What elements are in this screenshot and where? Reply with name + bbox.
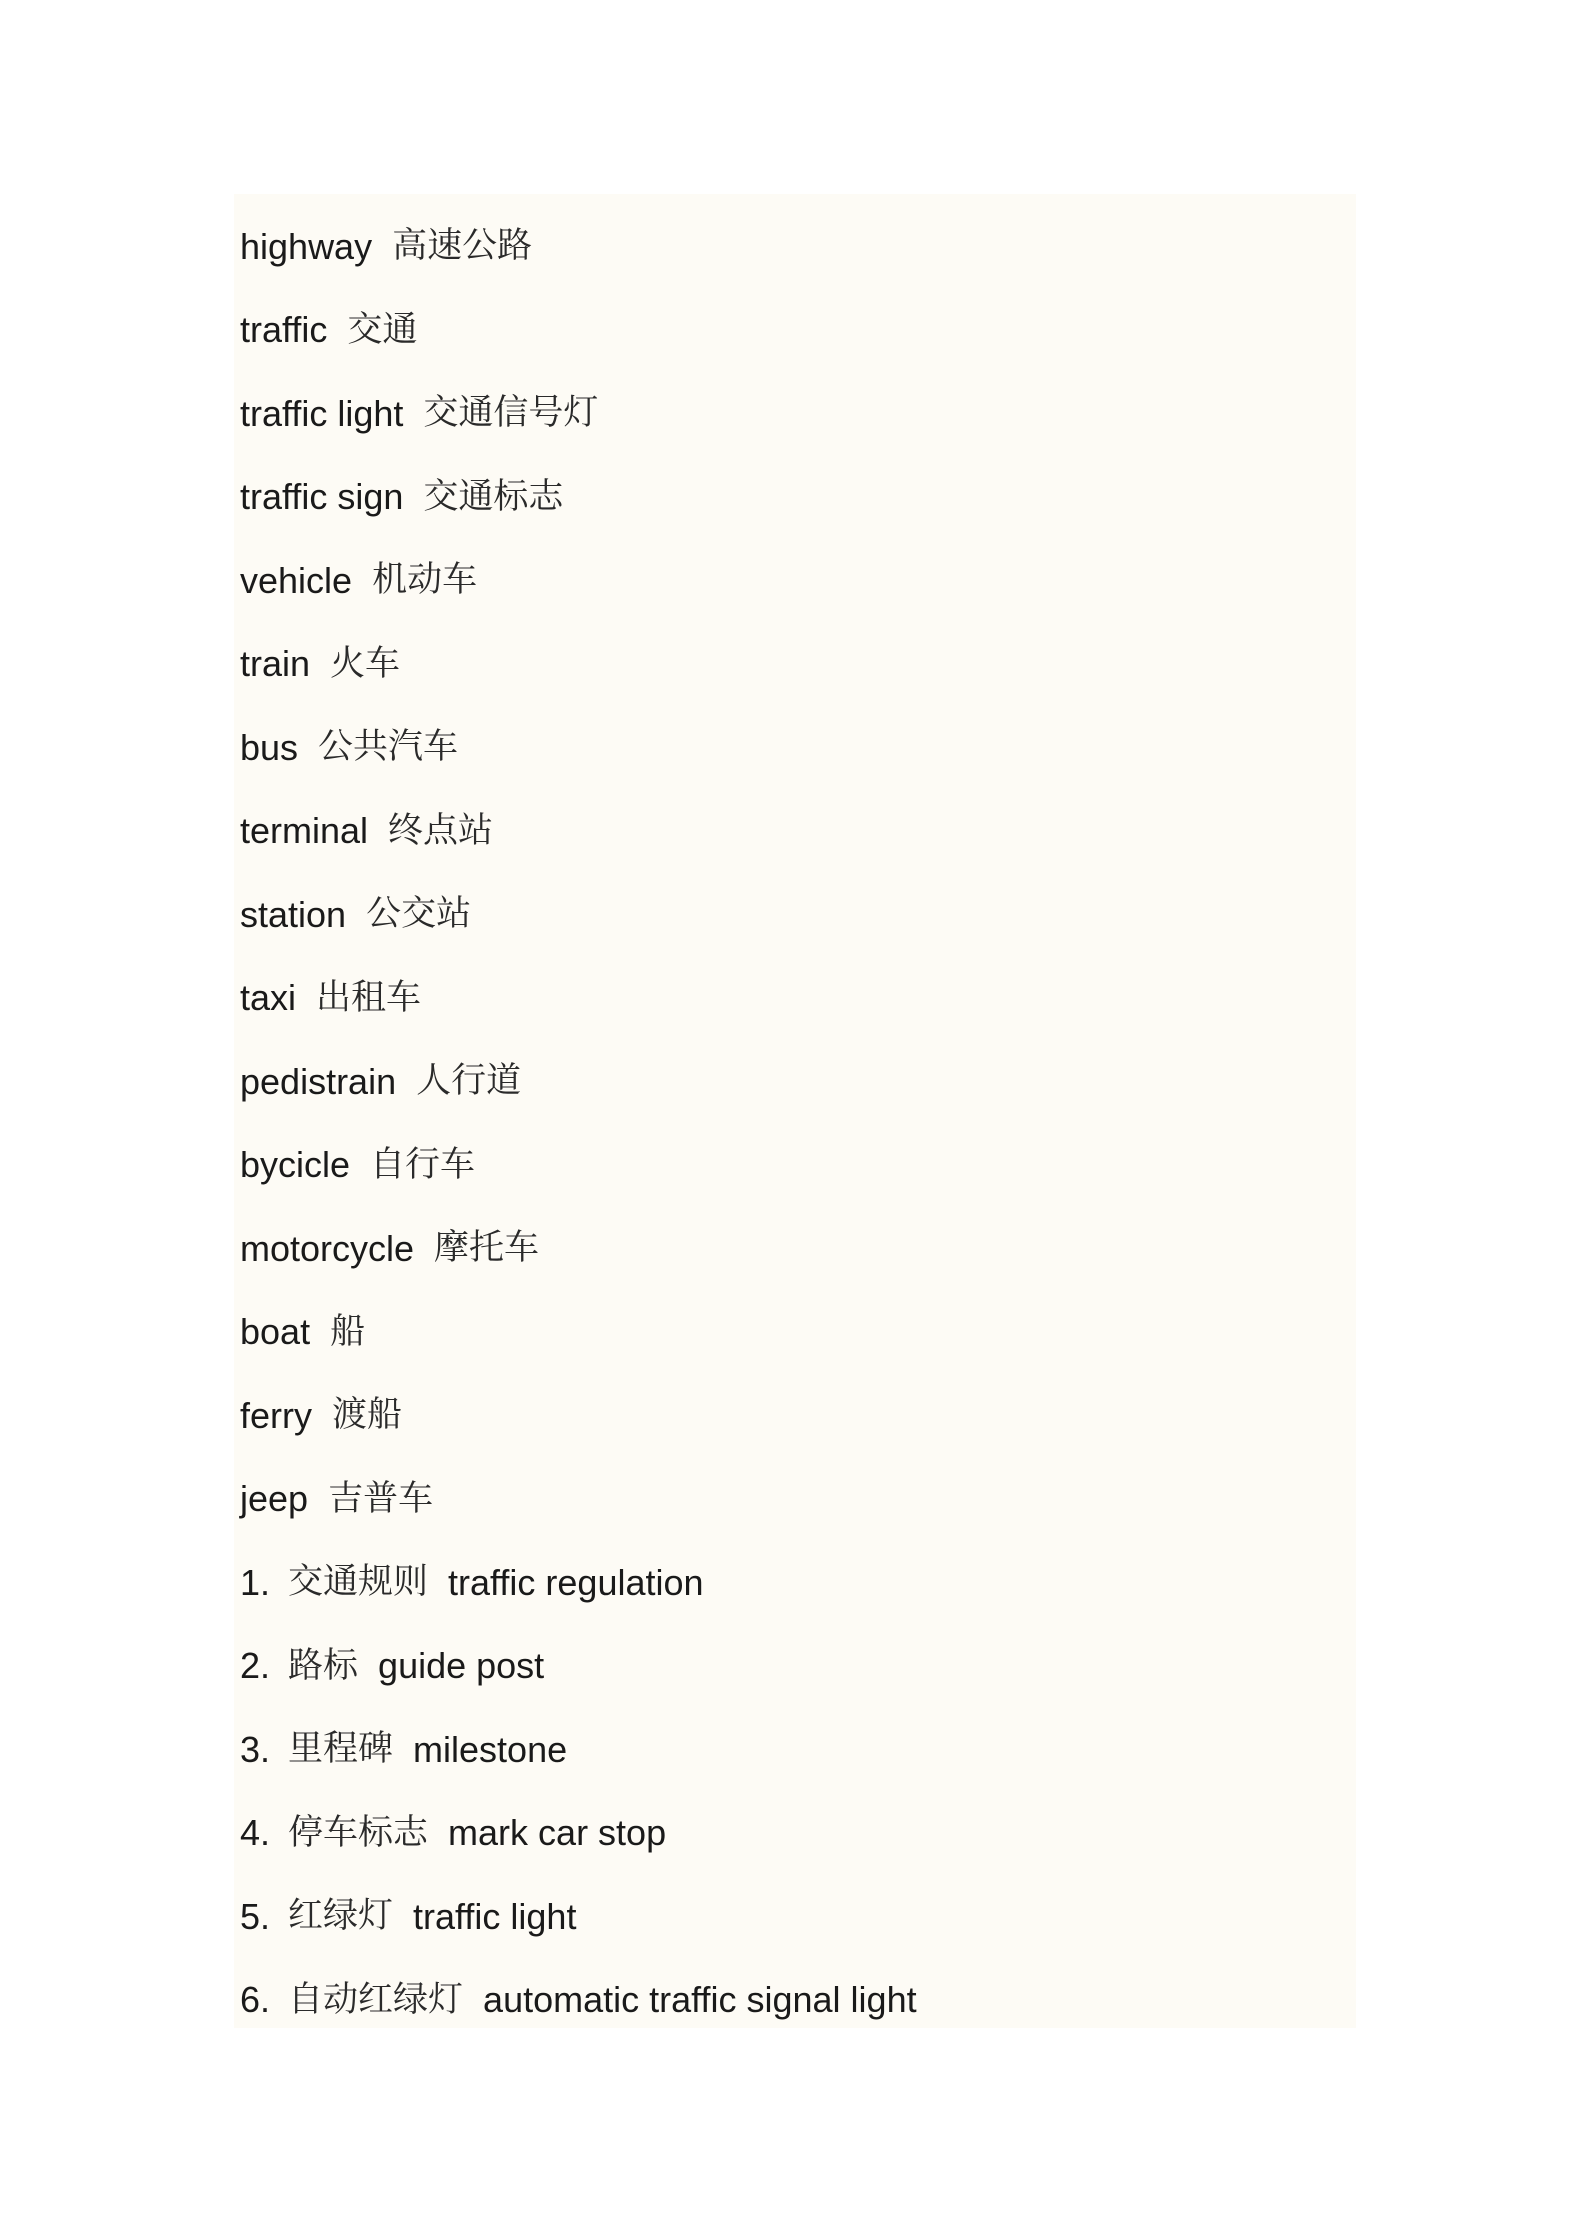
chinese-term: 渡船 bbox=[332, 1395, 403, 1436]
item-number: 5. bbox=[240, 1895, 271, 1937]
numbered-item bbox=[240, 1708, 1340, 1792]
english-term: terminal bbox=[240, 810, 369, 852]
english-term: traffic light bbox=[413, 1895, 577, 1937]
english-term: ferry bbox=[240, 1394, 312, 1436]
item-number: 6. bbox=[240, 1979, 271, 2021]
english-term: boat bbox=[240, 1311, 311, 1353]
english-term: bus bbox=[240, 726, 299, 768]
english-term: milestone bbox=[413, 1728, 568, 1770]
chinese-term: 出租车 bbox=[316, 977, 422, 1018]
list-item bbox=[240, 1124, 1340, 1208]
chinese-term: 交通 bbox=[347, 309, 418, 350]
list-item bbox=[240, 790, 1340, 874]
chinese-term: 里程碑 bbox=[288, 1729, 394, 1770]
list-item bbox=[240, 1291, 1340, 1375]
english-term: mark car stop bbox=[448, 1812, 667, 1854]
item-number: 1. bbox=[240, 1561, 271, 1603]
english-term: train bbox=[240, 643, 311, 685]
vocabulary-list bbox=[240, 205, 1340, 2042]
list-item bbox=[240, 873, 1340, 957]
english-term: pedistrain bbox=[240, 1060, 397, 1102]
chinese-term: 自动红绿灯 bbox=[288, 1979, 464, 2020]
item-number: 3. bbox=[240, 1728, 271, 1770]
chinese-term: 火车 bbox=[330, 643, 401, 684]
english-term: vehicle bbox=[240, 559, 353, 601]
list-item bbox=[240, 623, 1340, 707]
numbered-item bbox=[240, 1959, 1340, 2043]
chinese-term: 船 bbox=[330, 1311, 366, 1352]
list-item bbox=[240, 1207, 1340, 1291]
english-term: highway bbox=[240, 225, 373, 267]
numbered-item bbox=[240, 1792, 1340, 1876]
chinese-term: 机动车 bbox=[372, 560, 478, 601]
item-number: 2. bbox=[240, 1645, 271, 1687]
chinese-term: 交通规则 bbox=[288, 1562, 429, 1603]
chinese-term: 公共汽车 bbox=[318, 727, 459, 768]
list-item bbox=[240, 456, 1340, 540]
chinese-term: 路标 bbox=[288, 1645, 359, 1686]
chinese-term: 交通标志 bbox=[423, 476, 564, 517]
chinese-term: 自行车 bbox=[370, 1144, 476, 1185]
english-term: station bbox=[240, 893, 347, 935]
chinese-term: 终点站 bbox=[388, 810, 494, 851]
list-item bbox=[240, 706, 1340, 790]
list-item bbox=[240, 205, 1340, 289]
item-number: 4. bbox=[240, 1812, 271, 1854]
chinese-term: 红绿灯 bbox=[288, 1896, 394, 1937]
english-term: jeep bbox=[240, 1478, 309, 1520]
english-term: automatic traffic signal light bbox=[483, 1979, 917, 2021]
chinese-term: 摩托车 bbox=[434, 1228, 540, 1269]
list-item bbox=[240, 957, 1340, 1041]
numbered-item bbox=[240, 1541, 1340, 1625]
chinese-term: 公交站 bbox=[366, 894, 472, 935]
list-item bbox=[240, 539, 1340, 623]
chinese-term: 人行道 bbox=[416, 1061, 522, 1102]
numbered-item bbox=[240, 1625, 1340, 1709]
list-item bbox=[240, 1374, 1340, 1458]
chinese-term: 高速公路 bbox=[392, 226, 533, 267]
chinese-term: 交通信号灯 bbox=[423, 393, 599, 434]
english-term: traffic regulation bbox=[448, 1561, 704, 1603]
numbered-item bbox=[240, 1875, 1340, 1959]
english-term: taxi bbox=[240, 977, 297, 1019]
english-term: traffic light bbox=[240, 392, 404, 434]
english-term: bycicle bbox=[240, 1144, 351, 1186]
chinese-term: 停车标志 bbox=[288, 1812, 429, 1853]
list-item bbox=[240, 289, 1340, 373]
english-term: traffic bbox=[240, 309, 328, 351]
english-term: traffic sign bbox=[240, 476, 404, 518]
list-item bbox=[240, 372, 1340, 456]
english-term: motorcycle bbox=[240, 1227, 415, 1269]
chinese-term: 吉普车 bbox=[328, 1478, 434, 1519]
list-item bbox=[240, 1040, 1340, 1124]
list-item bbox=[240, 1458, 1340, 1542]
english-term: guide post bbox=[378, 1645, 545, 1687]
